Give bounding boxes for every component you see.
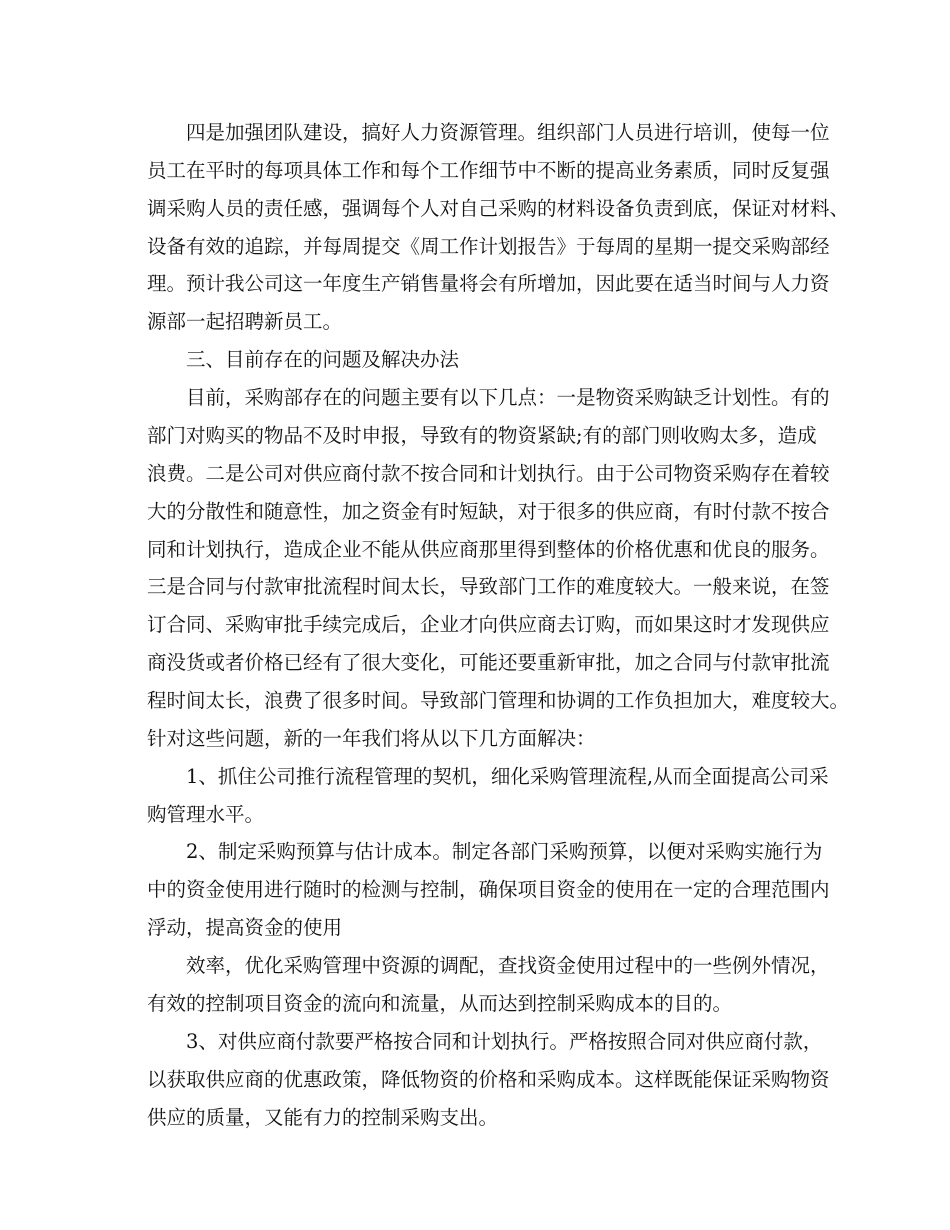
text-line: 大的分散性和随意性，加之资金有时短缺，对于很多的供应商，有时付款不按合 — [147, 500, 830, 523]
text-line: 员工在平时的每项具体工作和每个工作细节中不断的提高业务素质，同时反复强 — [147, 159, 830, 182]
text-line: 以获取供应商的优惠政策，降低物资的价格和采购成本。这样既能保证采购物资 — [147, 1068, 830, 1091]
text-line: 设备有效的追踪，并每周提交《周工作计划报告》于每周的星期一提交采购部经 — [147, 235, 830, 258]
text-line: 中的资金使用进行随时的检测与控制，确保项目资金的使用在一定的合理范围内 — [147, 878, 830, 901]
text-line: 调采购人员的责任感，强调每个人对自己采购的材料设备负责到底，保证对材料、 — [147, 197, 850, 220]
text-line: 目前，采购部存在的问题主要有以下几点：一是物资采购缺乏计划性。有的 — [186, 386, 830, 409]
text-line: 同和计划执行，造成企业不能从供应商那里得到整体的价格优惠和优良的服务。 — [147, 538, 830, 561]
text-line: 四是加强团队建设，搞好人力资源管理。组织部门人员进行培训，使每一位 — [186, 121, 830, 144]
text-line: 浪费。二是公司对供应商付款不按合同和计划执行。由于公司物资采购存在着较 — [147, 462, 830, 485]
text-line: 针对这些问题，新的一年我们将从以下几方面解决： — [147, 727, 596, 750]
text-line: 商没货或者价格已经有了很大变化，可能还要重新审批，加之合同与付款审批流 — [147, 651, 830, 674]
text-line: 订合同、采购审批手续完成后，企业才向供应商去订购，而如果这时才发现供应 — [147, 613, 830, 636]
list-item-line: 2、制定采购预算与估计成本。制定各部门采购预算，以便对采购实施行为 — [186, 840, 823, 863]
text-line: 理。预计我公司这一年度生产销售量将会有所增加，因此要在适当时间与人力资 — [147, 272, 830, 295]
text-line: 部门对购买的物品不及时申报，导致有的物资紧缺;有的部门则收购太多，造成 — [147, 424, 817, 447]
list-item-line: 1、抓住公司推行流程管理的契机，细化采购管理流程,从而全面提高公司采 — [186, 765, 829, 788]
text-line: 供应的质量，又能有力的控制采购支出。 — [147, 1106, 499, 1129]
text-line: 购管理水平。 — [147, 803, 265, 826]
text-line: 效率，优化采购管理中资源的调配，查找资金使用过程中的一些例外情况， — [186, 954, 830, 977]
text-line: 浮动，提高资金的使用 — [147, 916, 343, 939]
list-item-line: 3、对供应商付款要严格按合同和计划执行。严格按照合同对供应商付款， — [186, 1030, 823, 1053]
text-line: 三是合同与付款审批流程时间太长，导致部门工作的难度较大。一般来说，在签 — [147, 575, 830, 598]
text-line: 有效的控制项目资金的流向和流量，从而达到控制采购成本的目的。 — [147, 992, 733, 1015]
text-line: 源部一起招聘新员工。 — [147, 310, 343, 333]
section-heading: 三、目前存在的问题及解决办法 — [186, 348, 460, 371]
text-line: 程时间太长，浪费了很多时间。导致部门管理和协调的工作负担加大，难度较大。 — [147, 689, 850, 712]
